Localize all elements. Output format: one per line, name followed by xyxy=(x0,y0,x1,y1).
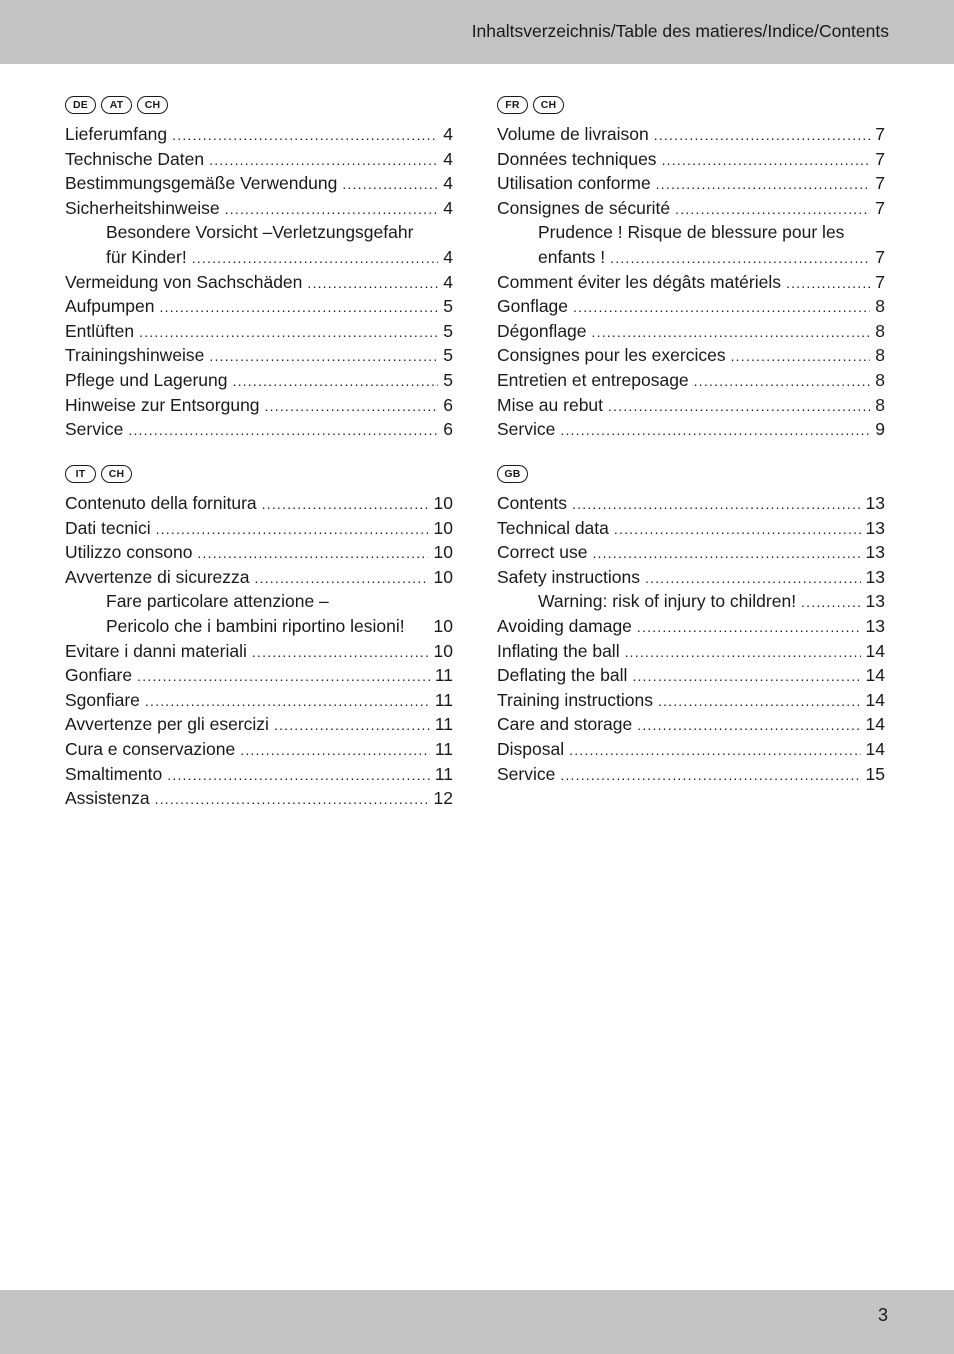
language-badges xyxy=(65,465,453,485)
toc-entry-page: 4 xyxy=(443,148,453,169)
toc-entry[interactable] xyxy=(65,147,453,172)
toc-entry-page: 13 xyxy=(865,517,885,538)
language-badge-fr: FR xyxy=(497,96,528,114)
toc-leader-dots xyxy=(608,394,870,419)
toc-leader-dots xyxy=(573,295,870,320)
toc-entry-label: Contents xyxy=(497,493,568,513)
toc-subentry[interactable] xyxy=(497,245,885,270)
toc-entry-label: Gonfiare xyxy=(65,665,133,686)
toc-leader-dots xyxy=(225,197,438,222)
toc-entry-label: Avoiding damage xyxy=(497,615,632,636)
toc-subentry[interactable] xyxy=(65,245,453,270)
toc-entry-page: 8 xyxy=(875,394,885,415)
toc-leader-dots xyxy=(632,664,860,689)
toc-entry-label: Pflege und Lagerung xyxy=(65,369,228,390)
toc-subentry[interactable] xyxy=(65,220,453,245)
toc-entry-page: 6 xyxy=(443,394,453,415)
toc-entry-label: Technische Daten xyxy=(65,148,205,169)
toc-entry-page: 4 xyxy=(443,271,453,292)
toc-entry-label: Technical data xyxy=(497,517,609,538)
toc-entry-page: 10 xyxy=(433,542,453,563)
toc-entry-page: 7 xyxy=(875,148,885,169)
toc-list xyxy=(497,491,885,786)
toc-leader-dots xyxy=(560,418,870,443)
toc-entry[interactable] xyxy=(65,270,453,295)
toc-entry-page: 13 xyxy=(865,542,885,563)
language-badges xyxy=(497,465,885,485)
toc-leader-dots xyxy=(662,148,870,173)
toc-leader-dots xyxy=(145,689,430,714)
toc-leader-dots xyxy=(572,492,860,517)
toc-entry[interactable] xyxy=(497,368,885,393)
toc-leader-dots xyxy=(156,517,428,542)
toc-leader-dots xyxy=(625,640,861,665)
toc-entry[interactable] xyxy=(497,196,885,221)
footer-bar xyxy=(0,1290,954,1354)
toc-entry-page: 12 xyxy=(433,788,453,809)
toc-entry-page: 11 xyxy=(434,665,453,686)
toc-entry-page: 4 xyxy=(443,173,453,194)
toc-leader-dots xyxy=(255,566,429,591)
toc-entry-label: Sicherheitshinweise xyxy=(65,197,220,218)
toc-list xyxy=(65,491,453,811)
toc-entry[interactable] xyxy=(65,417,453,442)
language-badge-gb: GB xyxy=(497,465,528,483)
toc-entry-label: Dati tecnici xyxy=(65,517,151,538)
toc-entry-label: Lieferumfang xyxy=(65,124,168,144)
toc-entry[interactable] xyxy=(65,294,453,319)
toc-leader-dots xyxy=(262,492,428,517)
language-badges xyxy=(497,96,885,116)
toc-leader-dots xyxy=(265,394,438,419)
toc-entry-label: Données techniques xyxy=(497,148,657,169)
toc-leader-dots xyxy=(645,566,861,591)
toc-leader-dots xyxy=(731,344,870,369)
toc-entry-page: 4 xyxy=(443,246,453,267)
toc-entry-label: Contenuto della fornitura xyxy=(65,493,257,513)
toc-leader-dots xyxy=(675,197,870,222)
toc-entry-page: 14 xyxy=(865,738,885,759)
toc-entry-page: 8 xyxy=(875,296,885,317)
toc-entry[interactable] xyxy=(65,171,453,196)
toc-entry-label: enfants ! xyxy=(538,246,606,267)
toc-entry-label: Cura e conservazione xyxy=(65,738,236,759)
toc-entry[interactable] xyxy=(497,540,885,565)
toc-entry[interactable] xyxy=(65,565,453,590)
toc-entry[interactable] xyxy=(497,712,885,737)
toc-entry-page: 10 xyxy=(433,566,453,587)
language-badge-ch: CH xyxy=(101,465,132,483)
toc-entry-page: 5 xyxy=(443,296,453,317)
toc-entry[interactable] xyxy=(65,368,453,393)
toc-entry-label: Utilizzo consono xyxy=(65,542,193,563)
toc-leader-dots xyxy=(155,787,429,812)
toc-entry[interactable] xyxy=(65,712,453,737)
toc-entry-page: 14 xyxy=(865,665,885,686)
toc-entry-label: Gonflage xyxy=(497,296,569,317)
header-bar xyxy=(0,0,954,64)
toc-leader-dots xyxy=(160,295,438,320)
language-badge-at: AT xyxy=(101,96,132,114)
toc-entry-label: Mise au rebut xyxy=(497,394,604,415)
toc-entry-page: 11 xyxy=(434,689,453,710)
language-badges xyxy=(65,96,453,116)
toc-entry-label: Comment éviter les dégâts matériels xyxy=(497,271,781,292)
toc-entry[interactable] xyxy=(497,688,885,713)
toc-leader-dots xyxy=(654,123,870,148)
toc-leader-dots xyxy=(192,246,438,271)
toc-entry[interactable] xyxy=(65,343,453,368)
toc-entry-page: 14 xyxy=(865,689,885,710)
toc-leader-dots xyxy=(137,664,430,689)
toc-entry[interactable] xyxy=(65,639,453,664)
language-badge-ch: CH xyxy=(533,96,564,114)
toc-entry-label: Pericolo che i bambini riportino lesioni! xyxy=(106,615,405,636)
toc-entry-page: 10 xyxy=(433,517,453,538)
toc-entry-label: Deflating the ball xyxy=(497,665,628,686)
toc-entry[interactable] xyxy=(497,171,885,196)
toc-entry[interactable] xyxy=(65,393,453,418)
toc-entry-label: Disposal xyxy=(497,738,565,759)
language-badge-de: DE xyxy=(65,96,96,114)
toc-leader-dots xyxy=(209,148,438,173)
toc-entry-label: Bestimmungsgemäße Verwendung xyxy=(65,173,338,194)
toc-entry-page: 8 xyxy=(875,369,885,390)
toc-leader-dots xyxy=(240,738,430,763)
toc-entry-label: Avvertenze per gli esercizi xyxy=(65,714,269,735)
toc-entry[interactable] xyxy=(497,147,885,172)
toc-entry-page: 5 xyxy=(443,320,453,341)
toc-entry-page: 11 xyxy=(434,714,453,735)
toc-entry-label: Dégonflage xyxy=(497,320,587,341)
toc-leader-dots xyxy=(694,369,870,394)
toc-entry-label: Correct use xyxy=(497,542,588,563)
toc-entry[interactable] xyxy=(65,196,453,221)
toc-entry-label: Service xyxy=(497,763,556,784)
toc-entry-label: Care and storage xyxy=(497,714,633,735)
toc-entry-label: Utilisation conforme xyxy=(497,173,651,194)
toc-entry-label: Smaltimento xyxy=(65,763,163,784)
toc-entry[interactable] xyxy=(497,343,885,368)
toc-entry-page: 13 xyxy=(865,591,885,612)
toc-leader-dots xyxy=(197,541,428,566)
toc-entry[interactable] xyxy=(65,737,453,762)
toc-entry-label: Sgonfiare xyxy=(65,689,140,710)
toc-entry-label: Service xyxy=(497,419,556,440)
toc-leader-dots xyxy=(637,615,861,640)
toc-entry-label: Entretien et entreposage xyxy=(497,369,689,390)
toc-entry-page: 5 xyxy=(443,369,453,390)
toc-entry-page: 8 xyxy=(875,320,885,341)
toc-entry[interactable] xyxy=(497,294,885,319)
toc-leader-dots xyxy=(614,517,861,542)
toc-entry[interactable] xyxy=(497,270,885,295)
toc-entry-label: Warning: risk of injury to children! xyxy=(538,591,797,612)
page-number: 3 xyxy=(877,1305,888,1325)
toc-leader-dots xyxy=(658,689,861,714)
toc-entry[interactable] xyxy=(497,122,885,147)
language-badge-ch: CH xyxy=(137,96,168,114)
toc-entry-label: Volume de livraison xyxy=(497,124,649,144)
toc-list xyxy=(65,122,453,442)
toc-entry-label: für Kinder! xyxy=(106,246,187,267)
toc-leader-dots xyxy=(592,541,860,566)
toc-leader-dots xyxy=(342,172,438,197)
toc-entry[interactable] xyxy=(65,122,453,147)
toc-entry-page: 13 xyxy=(865,615,885,636)
toc-entry-label: Prudence ! Risque de blessure pour les xyxy=(538,222,845,243)
toc-leader-dots xyxy=(786,271,870,296)
toc-entry-page: 14 xyxy=(865,640,885,661)
toc-entry-label: Vermeidung von Sachschäden xyxy=(65,271,303,292)
toc-leader-dots xyxy=(172,123,438,148)
toc-leader-dots xyxy=(139,320,438,345)
toc-subentry[interactable] xyxy=(65,614,453,639)
toc-section-fr xyxy=(497,96,885,442)
toc-entry-page: 11 xyxy=(434,738,453,759)
toc-leader-dots xyxy=(307,271,438,296)
toc-entry[interactable] xyxy=(497,319,885,344)
toc-subentry[interactable] xyxy=(497,220,885,245)
toc-entry[interactable] xyxy=(497,565,885,590)
toc-entry[interactable] xyxy=(497,663,885,688)
toc-entry-page: 14 xyxy=(865,714,885,735)
toc-entry-label: Training instructions xyxy=(497,689,653,710)
toc-entry-page: 10 xyxy=(433,615,453,636)
toc-leader-dots xyxy=(569,738,860,763)
toc-leader-dots xyxy=(209,344,438,369)
toc-leader-dots xyxy=(592,320,870,345)
toc-entry[interactable] xyxy=(65,516,453,541)
toc-entry[interactable] xyxy=(497,639,885,664)
toc-entry-page: 4 xyxy=(443,124,453,144)
toc-entry[interactable] xyxy=(497,737,885,762)
toc-list xyxy=(497,122,885,442)
language-badge-it: IT xyxy=(65,465,96,483)
toc-entry-label: Assistenza xyxy=(65,788,150,809)
toc-entry-label: Consignes pour les exercices xyxy=(497,345,726,366)
toc-entry[interactable] xyxy=(497,614,885,639)
toc-entry-label: Entlüften xyxy=(65,320,135,341)
toc-entry[interactable] xyxy=(65,762,453,787)
toc-entry-page: 4 xyxy=(443,197,453,218)
toc-entry-page: 10 xyxy=(433,640,453,661)
toc-entry[interactable] xyxy=(497,516,885,541)
toc-entry-page: 7 xyxy=(875,124,885,144)
toc-entry-label: Hinweise zur Entsorgung xyxy=(65,394,260,415)
toc-leader-dots xyxy=(128,418,438,443)
toc-leader-dots xyxy=(560,763,860,788)
toc-entry[interactable] xyxy=(497,762,885,787)
toc-entry-page: 9 xyxy=(875,419,885,440)
toc-entry-page: 7 xyxy=(875,271,885,292)
toc-entry[interactable] xyxy=(497,393,885,418)
toc-entry-page: 13 xyxy=(865,566,885,587)
toc-leader-dots xyxy=(656,172,870,197)
page-title: Inhaltsverzeichnis/Table des matieres/Indice/Contents xyxy=(471,21,889,41)
toc-leader-dots xyxy=(610,246,870,271)
toc-entry[interactable] xyxy=(65,319,453,344)
toc-entry-page: 11 xyxy=(434,763,453,784)
toc-entry-label: Trainingshinweise xyxy=(65,345,205,366)
toc-leader-dots xyxy=(801,590,860,615)
toc-entry-label: Fare particolare attenzione – xyxy=(106,591,329,612)
toc-entry-page: 6 xyxy=(443,419,453,440)
toc-leader-dots xyxy=(233,369,439,394)
toc-subentry[interactable] xyxy=(497,589,885,614)
toc-entry-label: Evitare i danni materiali xyxy=(65,640,247,661)
toc-entry-label: Safety instructions xyxy=(497,566,640,587)
toc-section-gb xyxy=(497,465,885,786)
toc-entry-label: Aufpumpen xyxy=(65,296,155,317)
toc-entry-label: Consignes de sécurité xyxy=(497,197,671,218)
toc-entry[interactable] xyxy=(497,491,885,516)
toc-entry-label: Besondere Vorsicht –Verletzungsgefahr xyxy=(106,222,414,243)
toc-section-de xyxy=(65,96,453,442)
toc-entry-label: Avvertenze di sicurezza xyxy=(65,566,250,587)
toc-leader-dots xyxy=(252,640,428,665)
toc-section-it xyxy=(65,465,453,811)
toc-entry-label: Service xyxy=(65,419,124,440)
toc-entry-page: 7 xyxy=(875,246,885,267)
toc-entry[interactable] xyxy=(65,491,453,516)
toc-entry-page: 15 xyxy=(865,763,885,784)
toc-entry[interactable] xyxy=(497,417,885,442)
toc-entry-label: Inflating the ball xyxy=(497,640,620,661)
toc-entry-page: 7 xyxy=(875,173,885,194)
toc-leader-dots xyxy=(637,713,860,738)
toc-entry-page: 7 xyxy=(875,197,885,218)
toc-entry-page: 13 xyxy=(865,493,885,513)
toc-leader-dots xyxy=(167,763,430,788)
toc-entry-page: 10 xyxy=(433,493,453,513)
toc-entry-page: 8 xyxy=(875,345,885,366)
toc-entry[interactable] xyxy=(65,786,453,811)
toc-entry[interactable] xyxy=(65,540,453,565)
toc-subentry[interactable] xyxy=(65,589,453,614)
toc-entry-page: 5 xyxy=(443,345,453,366)
toc-entry[interactable] xyxy=(65,663,453,688)
toc-leader-dots xyxy=(274,713,430,738)
toc-entry[interactable] xyxy=(65,688,453,713)
